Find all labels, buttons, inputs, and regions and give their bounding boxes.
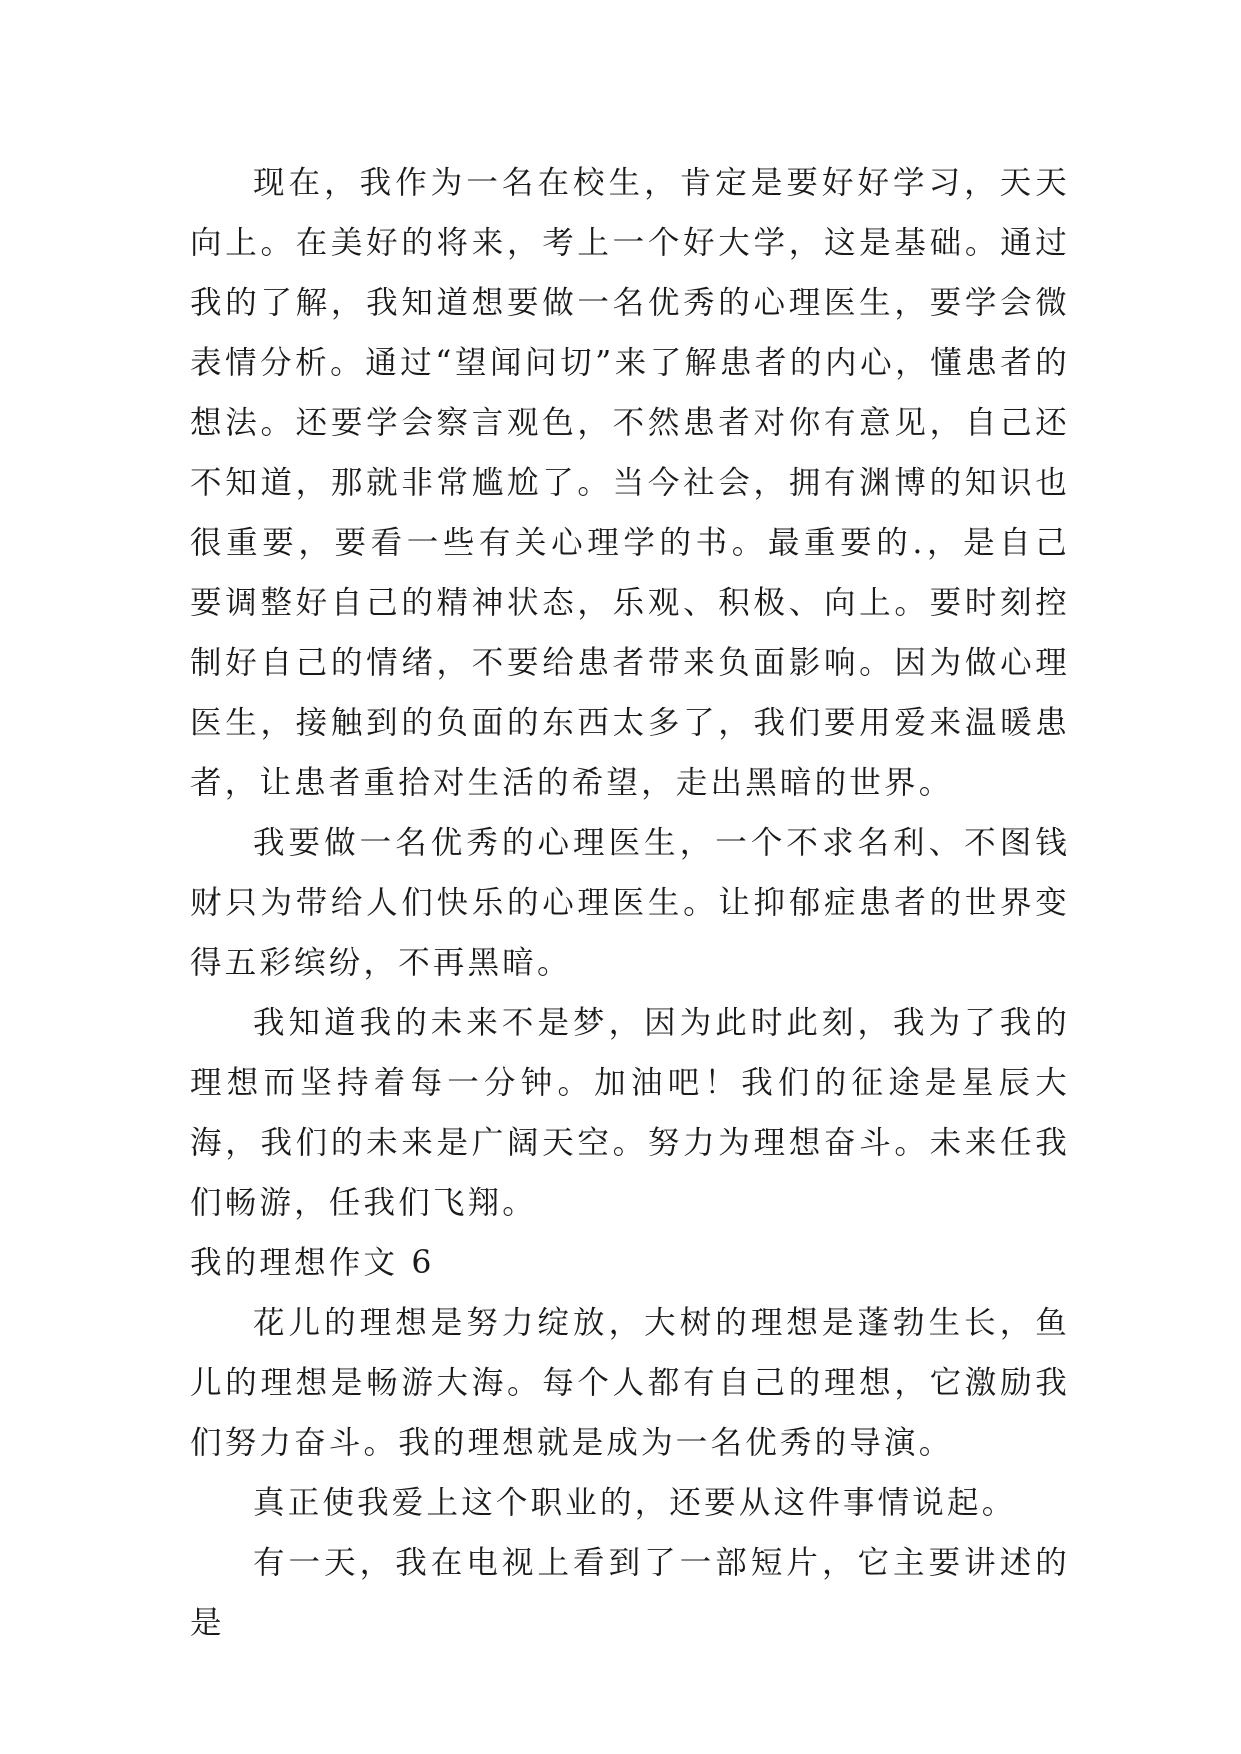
paragraph-4: 花儿的理想是努力绽放，大树的理想是蓬勃生长，鱼儿的理想是畅游大海。每个人都有自己的理想，它激励我们努力奋斗。我的理想就是成为一名优秀的导演。 <box>190 1305 1070 1461</box>
paragraph-3: 我知道我的未来不是梦，因为此时此刻，我为了我的理想而坚持着每一分钟。加油吧！我们的征途是星辰大海，我们的未来是广阔天空。努力为理想奋斗。未来任我们畅游，任我们飞翔。 <box>190 1005 1070 1221</box>
document-body <box>190 153 1070 1653</box>
paragraph-6: 有一天，我在电视上看到了一部短片，它主要讲述的是 <box>190 1545 1070 1641</box>
paragraph-5: 真正使我爱上这个职业的，还要从这件事情说起。 <box>253 1485 1017 1521</box>
section-heading: 我的理想作文 6 <box>190 1245 435 1281</box>
paragraph-1: 现在，我作为一名在校生，肯定是要好好学习，天天向上。在美好的将来，考上一个好大学，这是基础。通过我的了解，我知道想要做一名优秀的心理医生，要学会微表情分析。通过“望闻问切”来了解患者的内心，懂患者的想法。还要学会察言观色，不然患者对你有意见，自己还不知道，那就非常尴尬了。当今社会，拥有渊博的知识也很重要，要看一些有关心理学的书。最重要的.，是自己要调整好自己的精神状态，乐观、积极、向上。要时刻控制好自己的情绪，不要给患者带来负面影响。因为做心理医生，接触到的负面的东西太多了，我们要用爱来温暖患者，让患者重拾对生活的希望，走出黑暗的世界。 <box>190 165 1070 801</box>
paragraph-2: 我要做一名优秀的心理医生，一个不求名利、不图钱财只为带给人们快乐的心理医生。让抑郁症患者的世界变得五彩缤纷，不再黑暗。 <box>190 825 1070 981</box>
